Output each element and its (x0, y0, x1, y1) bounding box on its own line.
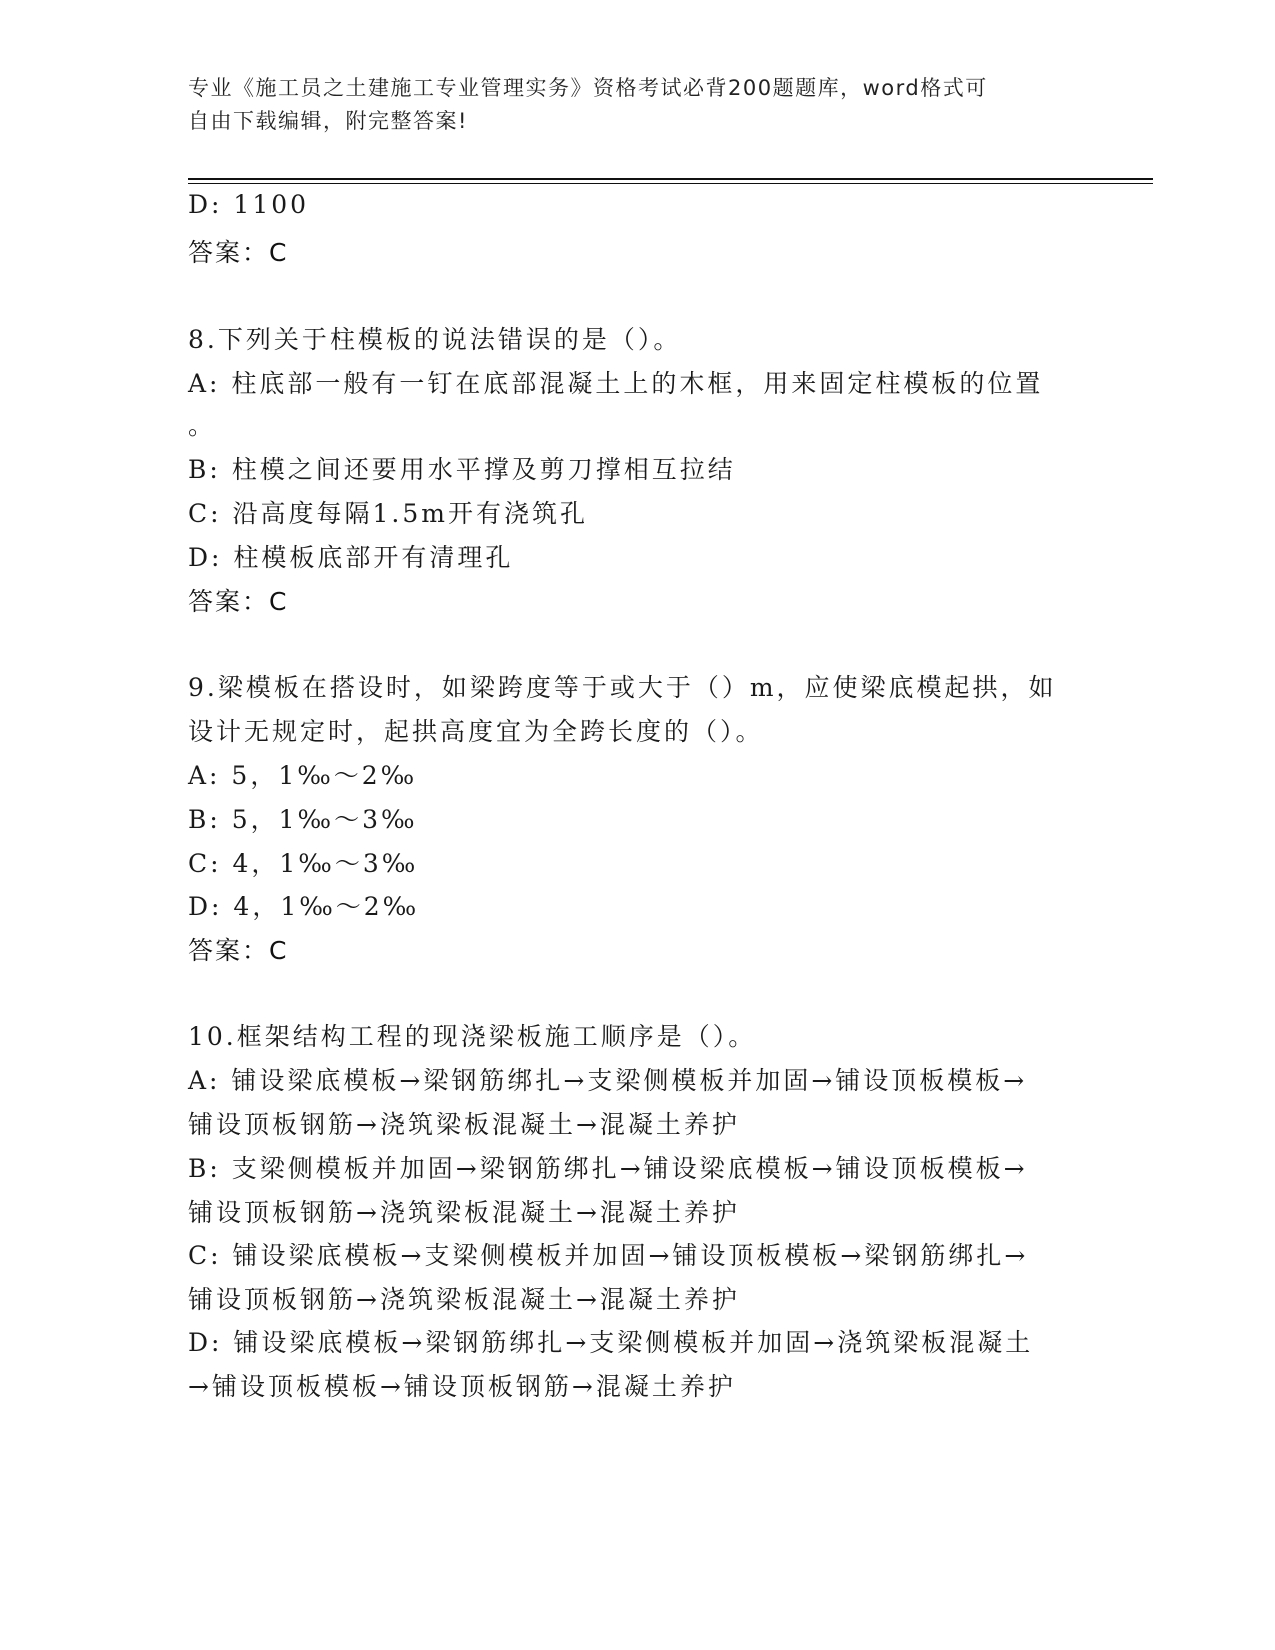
question-9-option-a: A: 5，1‰～2‰ (188, 761, 418, 790)
question-9-answer: 答案：C (188, 936, 289, 965)
question-10-option-c-continuation: 铺设顶板钢筋→浇筑梁板混凝土→混凝土养护 (188, 1285, 740, 1314)
prev-question-option-d: D: 1100 (188, 190, 310, 219)
question-10-option-a: A: 铺设梁底模板→梁钢筋绑扎→支梁侧模板并加固→铺设顶板模板→ (188, 1066, 1028, 1095)
question-8-option-d: D: 柱模板底部开有清理孔 (188, 543, 514, 572)
question-9-stem-line-2: 设计无规定时，起拱高度宜为全跨长度的（）。 (188, 717, 764, 746)
header-divider-thin (188, 183, 1153, 184)
header-divider-thick (188, 178, 1153, 180)
question-8-answer: 答案：C (188, 587, 289, 616)
question-8-stem: 8.下列关于柱模板的说法错误的是（）。 (188, 325, 682, 354)
question-9-option-c: C: 4，1‰～3‰ (188, 849, 419, 878)
document-header (188, 72, 1068, 138)
question-9-option-b: B: 5，1‰～3‰ (188, 805, 418, 834)
question-9-option-d: D: 4，1‰～2‰ (188, 892, 420, 921)
question-8-option-b: B: 柱模之间还要用水平撑及剪刀撑相互拉结 (188, 455, 736, 484)
header-title-line-2: 自由下载编辑，附完整答案! (188, 109, 468, 133)
question-10-option-d: D: 铺设梁底模板→梁钢筋绑扎→支梁侧模板并加固→浇筑梁板混凝土 (188, 1328, 1034, 1357)
question-8-option-c: C: 沿高度每隔1.5m开有浇筑孔 (188, 499, 588, 528)
question-10-option-b: B: 支梁侧模板并加固→梁钢筋绑扎→铺设梁底模板→铺设顶板模板→ (188, 1154, 1028, 1183)
question-10-option-d-continuation: →铺设顶板模板→铺设顶板钢筋→混凝土养护 (188, 1372, 736, 1401)
question-8-option-a: A: 柱底部一般有一钉在底部混凝土上的木框，用来固定柱模板的位置 (188, 369, 1044, 398)
prev-question-answer: 答案：C (188, 238, 289, 267)
question-9-stem-line-1: 9.梁模板在搭设时，如梁跨度等于或大于（）m，应使梁底模起拱，如 (188, 673, 1057, 702)
question-10-option-b-continuation: 铺设顶板钢筋→浇筑梁板混凝土→混凝土养护 (188, 1198, 740, 1227)
question-10-option-a-continuation: 铺设顶板钢筋→浇筑梁板混凝土→混凝土养护 (188, 1110, 740, 1139)
question-8-option-a-continuation: 。 (188, 411, 217, 440)
header-title-line-1: 专业《施工员之土建施工专业管理实务》资格考试必背200题题库，word格式可 (188, 76, 988, 100)
question-10-option-c: C: 铺设梁底模板→支梁侧模板并加固→铺设顶板模板→梁钢筋绑扎→ (188, 1241, 1029, 1270)
question-10-stem: 10.框架结构工程的现浇梁板施工顺序是（）。 (188, 1022, 757, 1051)
